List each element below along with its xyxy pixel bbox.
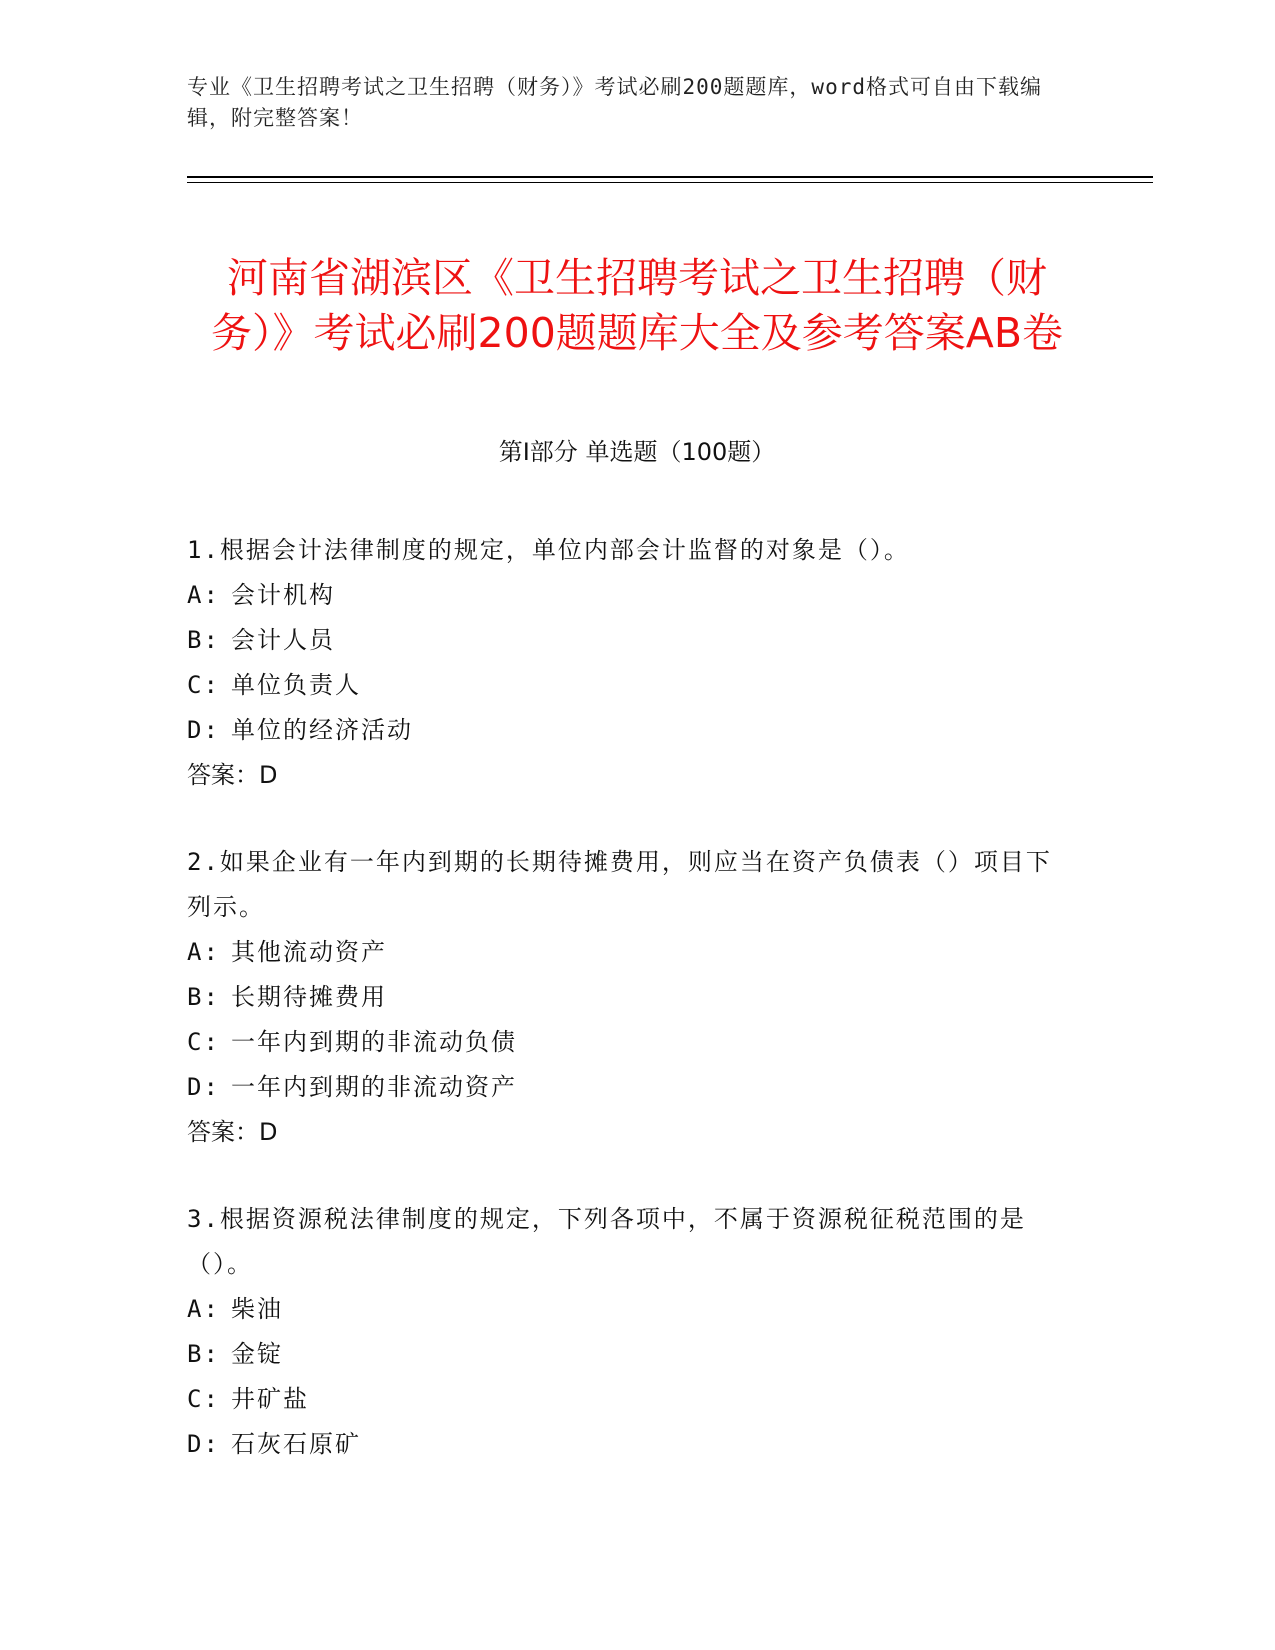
option-key: C: bbox=[187, 1385, 220, 1413]
question-3 bbox=[187, 1197, 1057, 1467]
option-text: 一年内到期的非流动负债 bbox=[231, 1028, 517, 1056]
option-key: C: bbox=[187, 671, 220, 699]
option-key: A: bbox=[187, 1295, 220, 1323]
option-text: 石灰石原矿 bbox=[231, 1430, 361, 1458]
option-b bbox=[187, 618, 1057, 663]
option-text: 金锭 bbox=[231, 1340, 283, 1368]
option-b bbox=[187, 975, 1057, 1020]
option-a bbox=[187, 930, 1057, 975]
option-key: A: bbox=[187, 938, 220, 966]
option-c bbox=[187, 1377, 1057, 1422]
option-text: 柴油 bbox=[231, 1295, 283, 1323]
question-text: 2.如果企业有一年内到期的长期待摊费用，则应当在资产负债表（）项目下列示。 bbox=[187, 848, 1052, 921]
option-c bbox=[187, 663, 1057, 708]
option-d bbox=[187, 1065, 1057, 1110]
option-text: 会计机构 bbox=[231, 581, 335, 609]
option-c bbox=[187, 1020, 1057, 1065]
option-text: 会计人员 bbox=[231, 626, 335, 654]
question-text: 3.根据资源税法律制度的规定，下列各项中，不属于资源税征税范围的是（）。 bbox=[187, 1205, 1026, 1278]
option-key: C: bbox=[187, 1028, 220, 1056]
question-list bbox=[187, 528, 1057, 1509]
option-text: 其他流动资产 bbox=[231, 938, 387, 966]
document-title: 河南省湖滨区《卫生招聘考试之卫生招聘（财务）》考试必刷200题题库大全及参考答案AB卷 bbox=[211, 254, 1063, 358]
header-note: 专业《卫生招聘考试之卫生招聘（财务）》考试必刷200题题库，word格式可自由下载编辑，附完整答案！ bbox=[187, 75, 1042, 130]
option-key: D: bbox=[187, 1073, 220, 1101]
section-title: 第Ⅰ部分 单选题（100题） bbox=[498, 438, 776, 466]
option-d bbox=[187, 708, 1057, 753]
header-divider-thick bbox=[187, 176, 1153, 178]
option-key: D: bbox=[187, 716, 220, 744]
option-a bbox=[187, 1287, 1057, 1332]
option-text: 一年内到期的非流动资产 bbox=[231, 1073, 517, 1101]
option-key: A: bbox=[187, 581, 220, 609]
option-a bbox=[187, 573, 1057, 618]
option-text: 井矿盐 bbox=[231, 1385, 309, 1413]
option-text: 单位负责人 bbox=[231, 671, 361, 699]
answer: 答案：D bbox=[187, 761, 278, 789]
option-text: 长期待摊费用 bbox=[231, 983, 387, 1011]
question-text: 1.根据会计法律制度的规定，单位内部会计监督的对象是（）。 bbox=[187, 536, 910, 564]
header-divider-thin bbox=[187, 182, 1153, 183]
option-text: 单位的经济活动 bbox=[231, 716, 413, 744]
option-key: D: bbox=[187, 1430, 220, 1458]
answer: 答案：D bbox=[187, 1118, 278, 1146]
option-d bbox=[187, 1422, 1057, 1467]
option-key: B: bbox=[187, 626, 220, 654]
option-b bbox=[187, 1332, 1057, 1377]
question-1 bbox=[187, 528, 1057, 798]
question-2 bbox=[187, 840, 1057, 1155]
option-key: B: bbox=[187, 1340, 220, 1368]
option-key: B: bbox=[187, 983, 220, 1011]
